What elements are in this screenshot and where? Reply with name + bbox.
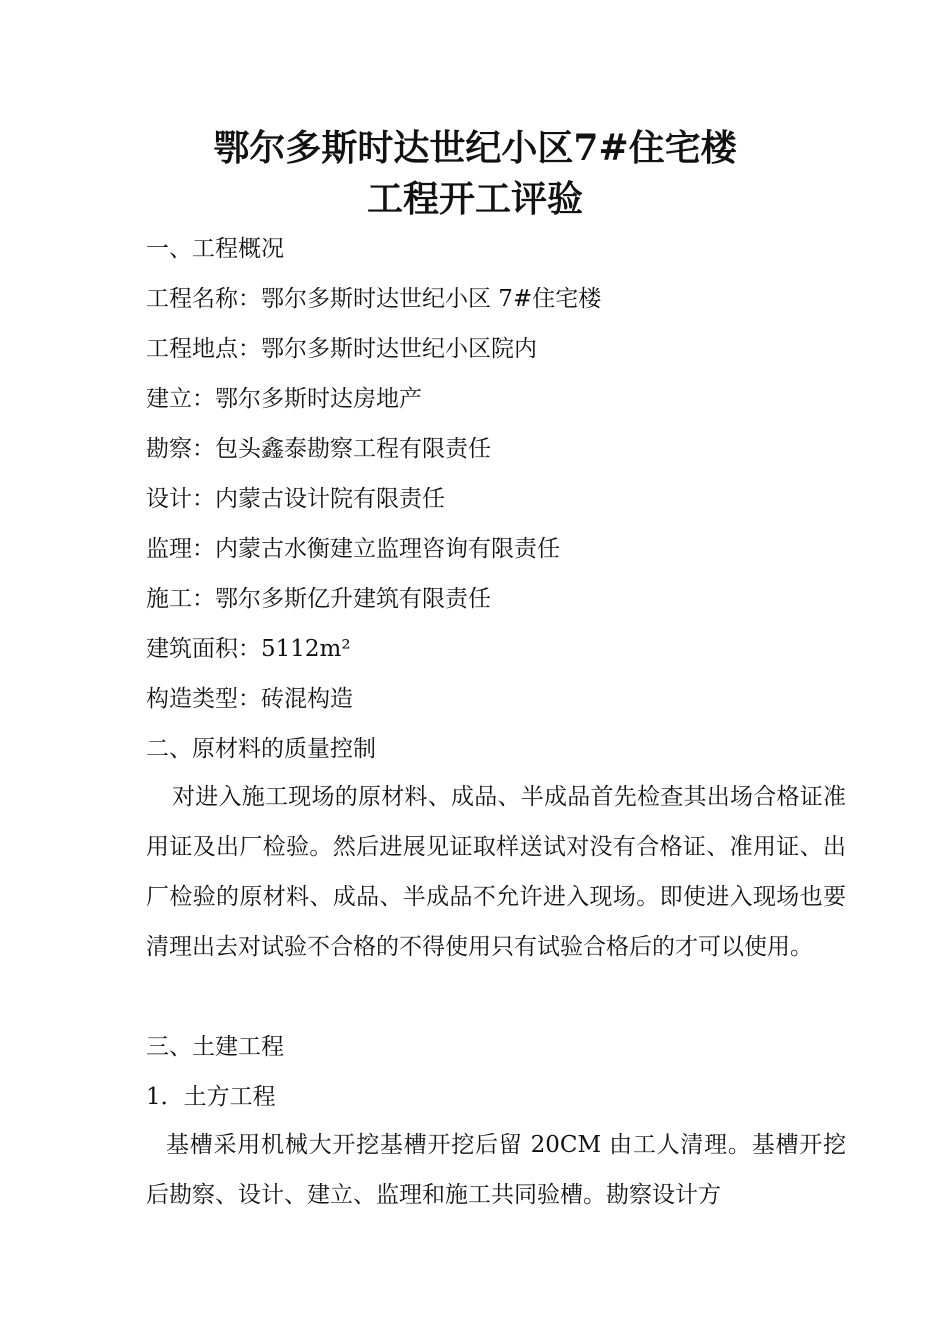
materials-paragraph: 对进入施工现场的原材料、成品、半成品首先检查其出场合格证准用证及出厂检验。然后进展见证取样送试对没有合格证、准用证、出厂检验的原材料、成品、半成品不允许进入现场。即使进入现场也要清理出去对试验不合格的不得使用只有试验合格后的才可以使用。	[146, 784, 846, 960]
structure-type-line: 构造类型：砖混构造	[146, 686, 353, 712]
section-heading-materials: 二、原材料的质量控制	[146, 736, 376, 762]
project-name-line: 工程名称：鄂尔多斯时达世纪小区 7#住宅楼	[146, 286, 602, 312]
section-heading-civil: 三、土建工程	[146, 1034, 284, 1060]
survey-line: 勘察：包头鑫泰勘察工程有限责任	[146, 436, 491, 462]
document-title-line1: 鄂尔多斯时达世纪小区7#住宅楼	[213, 127, 737, 169]
design-line: 设计：内蒙古设计院有限责任	[146, 486, 445, 512]
construction-line: 施工：鄂尔多斯亿升建筑有限责任	[146, 586, 491, 612]
document-title-line2: 工程开工评验	[366, 178, 583, 220]
section-heading-overview: 一、工程概况	[146, 236, 284, 262]
project-location-line: 工程地点：鄂尔多斯时达世纪小区院内	[146, 336, 537, 362]
subsection-heading-earthwork: 1．土方工程	[146, 1084, 276, 1110]
builder-line: 建立：鄂尔多斯时达房地产	[146, 386, 422, 412]
earthwork-paragraph: 基槽采用机械大开挖基槽开挖后留 20CM 由工人清理。基槽开挖后勘察、设计、建立、监理和施工共同验槽。勘察设计方	[146, 1132, 846, 1208]
supervision-line: 监理：内蒙古水衡建立监理咨询有限责任	[146, 536, 560, 562]
floor-area-line: 建筑面积：5112m²	[146, 636, 351, 662]
